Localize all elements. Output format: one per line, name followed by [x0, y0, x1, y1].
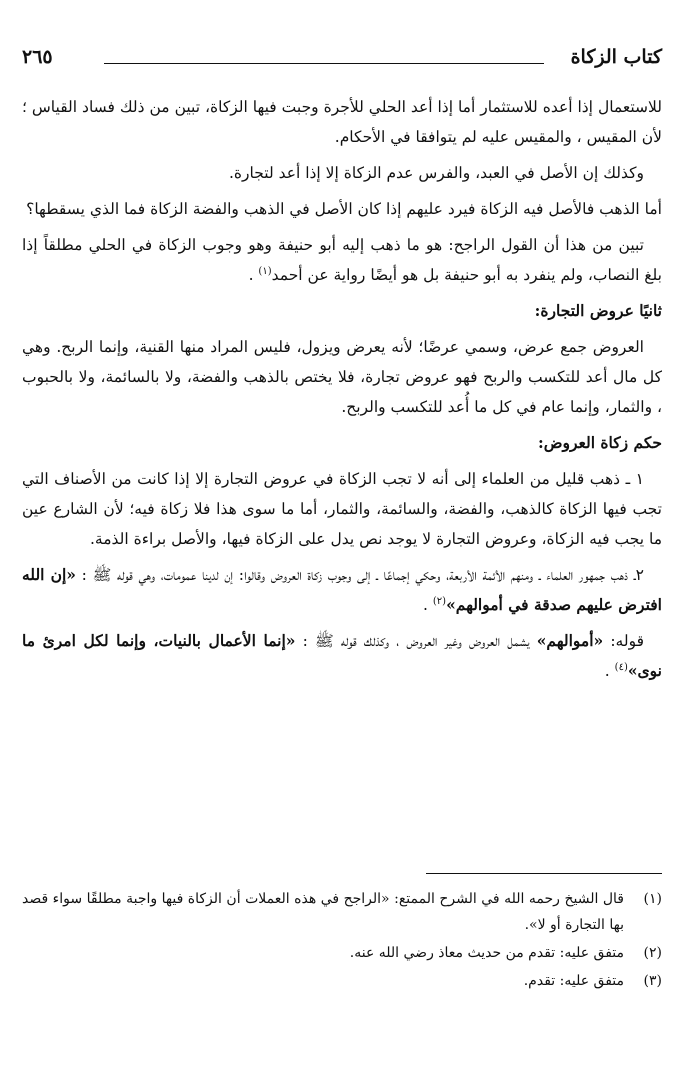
footnote: [22, 968, 662, 994]
paragraph: وكذلك إن الأصل في العبد، والفرس عدم الزكاة إلا إذا أعد لتجارة.: [229, 164, 644, 182]
paragraph-text: قوله:: [603, 632, 644, 650]
hadith-quote: «إن الله افترض عليهم صدقة في أموالهم»: [22, 565, 662, 614]
page-header: [22, 44, 662, 78]
header-rule: [104, 63, 544, 64]
footnote-text: متفق عليه: تقدم من حديث معاذ رضي الله عنه.: [349, 945, 624, 961]
footnote-text: متفق عليه: تقدم.: [523, 973, 624, 989]
paragraph: أما الذهب فالأصل فيه الزكاة فيرد عليهم إذا كان الأصل في الذهب والفضة الزكاة فما الذي يسقطها؟: [26, 200, 662, 218]
footnote: [22, 886, 662, 938]
paragraph-end: .: [423, 596, 433, 614]
footnote-ref: (١): [258, 265, 272, 277]
section-heading: حكم زكاة العروض:: [538, 433, 662, 452]
footnote-rule: [426, 873, 662, 874]
paragraph: [22, 230, 662, 290]
footnote-number: (٣): [643, 973, 662, 989]
hadith-quote: «إنما الأعمال بالنيات، وإنما لكل امرئ ما نوى»: [22, 631, 662, 680]
footnote-ref: (٢): [432, 595, 447, 607]
paragraph-text: ٢ـ ذهب جمهور العلماء ـ ومنهم الأئمة الأربعة، وحكي إجماعًا ـ إلى وجوب زكاة العروض وقالوا: إن لدينا عمومات، وهي قوله ﷺ :: [76, 566, 644, 584]
footnote-number: (١): [643, 891, 662, 907]
footnote-ref: (٤): [614, 661, 628, 673]
footnote-text: قال الشيخ رحمه الله في الشرح الممتع: «الراجح في هذه العملات أن الزكاة فيها واجبة مطلقًا سواء قصد بها التجارة أو لا».: [22, 891, 624, 933]
footnotes: [22, 886, 662, 996]
paragraph: العروض جمع عرض، وسمي عرضًا؛ لأنه يعرض ويزول، فليس المراد منها القنية، وإنما الربح. وهي كل مال أعد للتكسب والربح فهو عروض تجارة، فلا يختص بالذهب والفضة، ولا بالسائمة، ولا بالحبوب ، والثمار، وإنما عام في كل ما أُعد للتكسب والربح.: [22, 338, 662, 416]
running-title: كتاب الزكاة: [570, 46, 662, 68]
body-text: [22, 92, 662, 692]
paragraph: ١ ـ ذهب قليل من العلماء إلى أنه لا تجب الزكاة في عروض التجارة إلا إذا كانت من الأصناف التي تجب فيها الزكاة كالذهب، والفضة، والسائمة، والثمار، أما ما سوى هذا فلا زكاة فيه؛ لأن الشارع عين ما يجب فيه الزكاة، وعروض التجارة لا يوجد نص يدل على الزكاة فيها، والأصل براءة الذمة.: [22, 470, 662, 548]
paragraph-text: تبين من هذا أن القول الراجح: هو ما ذهب إليه أبو حنيفة وهو وجوب الزكاة في الحلي مطلقاً إذا بلغ النصاب، ولم ينفرد به أبو حنيفة بل هو أيضًا رواية عن أحمد: [22, 236, 662, 284]
quoted-word: «أموالهم»: [536, 631, 604, 650]
footnote: [22, 940, 662, 966]
section-heading: ثانيًا عروض التجارة:: [534, 301, 662, 320]
paragraph: [22, 626, 662, 686]
paragraph: [22, 560, 662, 620]
footnote-number: (٢): [643, 945, 662, 961]
paragraph: للاستعمال إذا أعده للاستثمار أما إذا أعد الحلي للأجرة وجبت فيها الزكاة، تبين من ذلك فساد القياس ؛ لأن المقيس ، والمقيس عليه لم يتوافقا في الأحكام.: [22, 98, 662, 146]
page-number: ٢٦٥: [22, 46, 53, 68]
paragraph-end: .: [604, 662, 615, 680]
paragraph-end: .: [248, 266, 259, 284]
paragraph-text: يشمل العروض وغير العروض ، وكذلك قوله ﷺ :: [295, 632, 537, 650]
